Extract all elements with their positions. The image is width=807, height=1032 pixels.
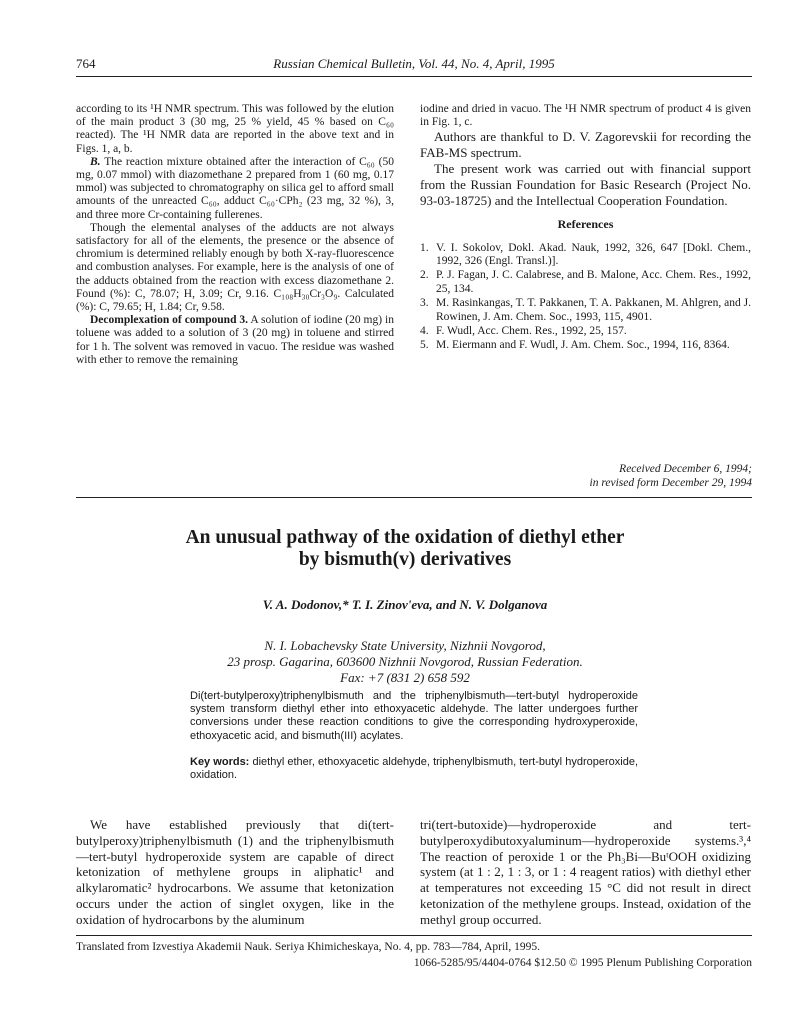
right-column	[420, 103, 751, 354]
paragraph: according to its ¹H NMR spectrum. This was followed by the elution of the main product 3 (30 mg, 25 % yield, 45 % based on C₆₀ reacted). The ¹H NMR data are reported in the above text and in Figs. 1, a, b.	[76, 103, 394, 155]
funding-statement: The present work was carried out with financial support from the Russian Foundation for Basic Research (Project No. 93-03-18725) and the Intellectual Cooperation Foundation.	[420, 161, 751, 208]
authors: V. A. Dodonov,* T. I. Zinov'eva, and N. V. Dolganova	[262, 597, 548, 612]
reference-item	[420, 242, 751, 269]
title-line: by bismuth(v) derivatives	[298, 549, 512, 570]
running-header	[76, 56, 752, 77]
procedure-label: B.	[90, 155, 101, 168]
received-date: Received December 6, 1994;	[619, 463, 752, 475]
procedure-label: Decomplexation of compound 3.	[90, 314, 249, 327]
paragraph-text: The reaction mixture obtained after the interaction of C₆₀ (50 mg, 0.07 mmol) with diazomethane 2 prepared from 1 (60 mg, 0.17 mmol) was subjected to chromatography on silica gel to afford small amounts of the unreacted C₆₀, adduct C₆₀·CPh₂ (23 mg, 32 %), 3, and three more Cr-containing fullerenes.	[76, 155, 394, 221]
affiliation-line: 23 prosp. Gagarina, 603600 Nizhnii Novgorod, Russian Federation.	[227, 654, 583, 669]
reference-text: M. Rasinkangas, T. T. Pakkanen, T. A. Pakkanen, M. Ahlgren, and J. Rowinen, J. Am. Chem. Soc., 1993, 115, 4901.	[436, 297, 751, 323]
reference-number: 3.	[420, 297, 429, 310]
reference-text: V. I. Sokolov, Dokl. Akad. Nauk, 1992, 326, 647 [Dokl. Chem., 1992, 326 (Engl. Transl.)].	[436, 241, 751, 267]
copyright-line: 1066-5285/95/4404-0764 $12.50 © 1995 Plenum Publishing Corporation	[413, 957, 752, 969]
reference-number: 2.	[420, 269, 429, 282]
reference-number: 1.	[420, 241, 429, 254]
reference-text: F. Wudl, Acc. Chem. Res., 1992, 25, 157.	[436, 325, 627, 338]
reference-number: 4.	[420, 325, 429, 338]
reference-item	[420, 325, 751, 338]
revised-date: in revised form December 29, 1994	[589, 476, 752, 489]
reference-text: P. J. Fagan, J. C. Calabrese, and B. Malone, Acc. Chem. Res., 1992, 25, 134.	[436, 269, 751, 295]
affiliation-line: N. I. Lobachevsky State University, Nizhnii Novgorod,	[264, 638, 546, 653]
reference-item	[420, 339, 751, 352]
references-list	[420, 242, 751, 353]
translation-note: Translated from Izvestiya Akademii Nauk. Seriya Khimicheskaya, No. 4, pp. 783—784, April, 1995.	[76, 941, 540, 953]
affiliation-fax: Fax: +7 (831 2) 658 592	[340, 670, 470, 685]
reference-number: 5.	[420, 339, 429, 352]
reference-item	[420, 269, 751, 296]
keywords-label: Key words:	[190, 756, 250, 768]
abstract: Di(tert-butylperoxy)triphenylbismuth and the triphenylbismuth—tert-butyl hydroperoxide system transform diethyl ether into ethoxyacetic aldehyde. The latter undergoes further conversions under these reaction conditions to give the corresponding hydroxyperoxide, ethoxyacetic acid, and bismuth(III) acylates.	[190, 690, 638, 742]
references-heading: References	[557, 217, 614, 232]
article-title	[60, 527, 750, 571]
affiliation	[60, 638, 750, 686]
keywords	[190, 756, 638, 782]
reference-item	[420, 297, 751, 324]
received-dates	[590, 463, 752, 490]
title-line: An unusual pathway of the oxidation of diethyl ether	[185, 527, 625, 548]
left-column	[76, 103, 394, 367]
keywords-text: diethyl ether, ethoxyacetic aldehyde, triphenylbismuth, tert-butyl hydroperoxide, oxidation.	[190, 756, 638, 782]
acknowledgement: Authors are thankful to D. V. Zagorevskii for recording the FAB-MS spectrum.	[420, 129, 751, 161]
journal-title: Russian Chemical Bulletin, Vol. 44, No. 4, April, 1995	[273, 56, 555, 71]
reference-text: M. Eiermann and F. Wudl, J. Am. Chem. Soc., 1994, 116, 8364.	[436, 339, 730, 352]
paragraph-text: A solution of iodine (20 mg) in toluene was added to a solution of 3 (20 mg) in toluene and stirred for 1 h. The solvent was removed in vacuo. The residue was washed with ether to remove the remaining	[76, 314, 394, 366]
body-text-left: We have established previously that di(tert-butylperoxy)triphenylbismuth (1) and the triphenylbismuth—tert-butyl hydroperoxide system are capable of direct ketonization of methylene groups in aliphatic¹ and alkylaromatic² hydrocarbons. We assume that ketonization occurs under the action of singlet oxygen, like in the oxidation of hydrocarbons by the aluminum	[76, 817, 394, 927]
paragraph: Though the elemental analyses of the adducts are not always satisfactory for all of the elements, the presence or the absence of chromium is determined reliably enough by both X-ray-fluorescence and combustion analyses. For example, here is the analysis of one of the adducts obtained from the reaction with excess diazomethane 2. Found (%): C, 78.07; H, 3.09; Cr, 9.16. C₁₀₈H₃₀Cr₃O₉. Calculated (%): C, 79.65; H, 1.84; Cr, 9.58.	[76, 221, 394, 314]
body-text-right: tri(tert-butoxide)—hydroperoxide and tert-butylperoxydibutoxyaluminum—hydroperoxide systems.³,⁴ The reaction of peroxide 1 or the Ph₃Bi—BuᵗOOH oxidizing system (at 1 : 2, 1 : 3, or 1 : 4 reagent ratios) with diethyl ether at temperatures not exceeding 15 °C did not result in direct ketonization of the methylene groups. Instead, oxidation of the methyl group occurred.	[420, 817, 751, 927]
paragraph: iodine and dried in vacuo. The ¹H NMR spectrum of product 4 is given in Fig. 1, c.	[420, 103, 751, 129]
paragraph	[76, 314, 394, 367]
page-number: 764	[76, 56, 96, 71]
footer	[76, 935, 752, 971]
article-separator	[76, 497, 752, 498]
paragraph	[76, 156, 394, 222]
